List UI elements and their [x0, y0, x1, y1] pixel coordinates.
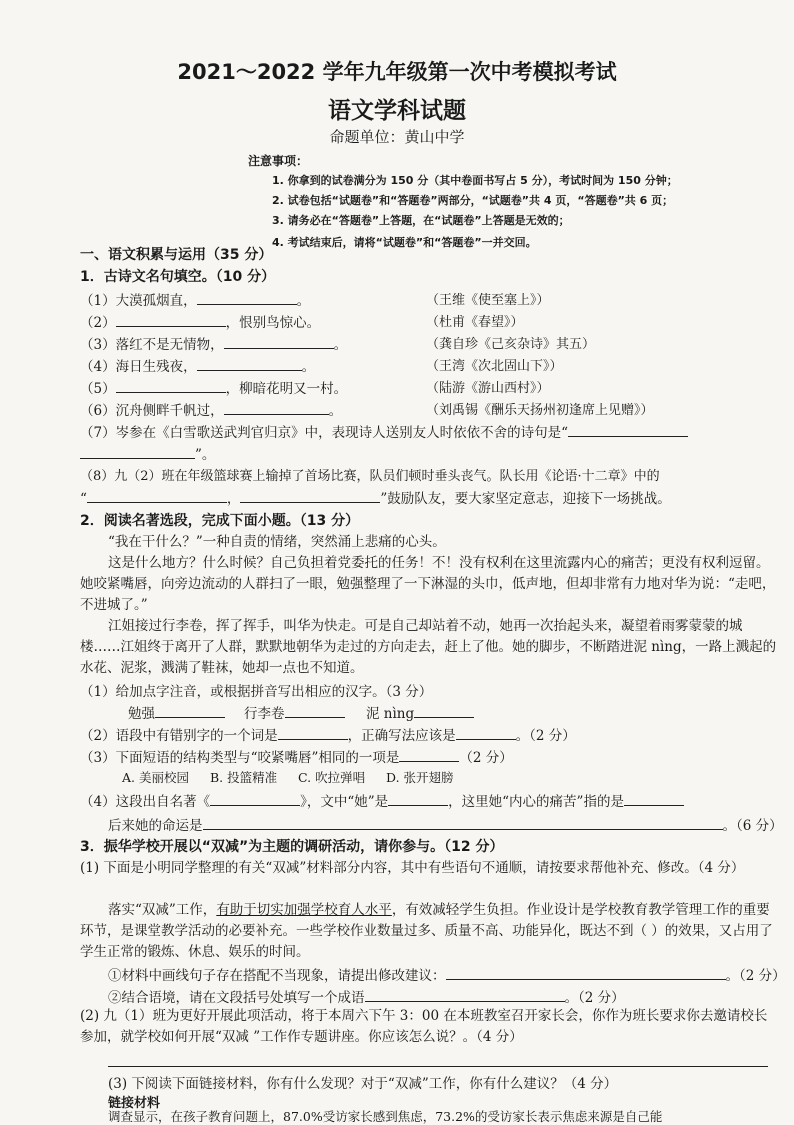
poem-source: （陆游《游山西村》）: [426, 381, 550, 396]
option-c[interactable]: C. 吹拉弹唱: [298, 770, 366, 785]
answer-blank[interactable]: [278, 725, 348, 740]
q3-material: 落实“双减”工作，有助于切实加强学校育人水平，有效减轻学生负担。作业设计是学校教育教学管理工作的重要环节，是课堂教学活动的必要补充。一些学校作业数量过多、质量不高、功能异化，既达不到（ ）的效果，又占用了学生正常的锻炼、休息、娱乐的时间。: [80, 902, 773, 960]
answer-blank[interactable]: [446, 965, 726, 980]
poem-source: （龚自珍《己亥杂诗》其五）: [426, 337, 596, 352]
notice-item: 2. 试卷包括“试题卷”和“答题卷”两部分，“试题卷”共 4 页，“答题卷”共 6 页；: [272, 194, 674, 207]
pinyin-item: 泥 nìng: [366, 702, 474, 722]
notice-item: 4. 考试结束后，请将“试题卷”和“答题卷”一并交回。: [272, 236, 537, 249]
notice-heading: 注意事项：: [248, 154, 309, 168]
answer-blank[interactable]: [116, 378, 226, 393]
question-1-title: 1．古诗文名句填空。（10 分）: [80, 269, 276, 285]
answer-blank[interactable]: [197, 356, 302, 371]
poem-line-4: （4）海日生残夜， 。: [80, 355, 315, 375]
poem-line-2: （2） ，恨别鸟惊心。: [80, 311, 320, 331]
option-a[interactable]: A. 美丽校园: [122, 770, 189, 785]
poem-line-1: （1）大漠孤烟直， 。: [80, 289, 310, 309]
answer-blank[interactable]: [456, 725, 516, 740]
poem-line-3: （3）落红不是无情物， 。: [80, 333, 347, 353]
q3-task-2: ②结合语境，请在文段括号处填写一个成语 。（2 分）: [108, 986, 625, 1006]
section-title: 一、语文积累与运用（35 分）: [80, 247, 273, 263]
pinyin-item: 行李卷: [244, 702, 345, 722]
question-2-title: 2．阅读名著选段，完成下面小题。（13 分）: [80, 513, 360, 529]
answer-blank[interactable]: [568, 422, 688, 437]
notice-item: 1. 你拿到的试卷满分为 150 分（其中卷面书写占 5 分），考试时间为 150 分钟；: [272, 174, 678, 187]
q3-task-1: ①材料中画线句子存在搭配不当现象，请提出修改建议： 。（2 分）: [108, 964, 786, 984]
answer-blank[interactable]: [210, 791, 300, 806]
option-d[interactable]: D. 张开翅膀: [386, 770, 454, 785]
option-b[interactable]: B. 投篮精准: [210, 770, 278, 785]
answer-blank[interactable]: [116, 312, 226, 327]
pinyin-item: 勉强: [128, 702, 225, 722]
passage-paragraph: 江姐接过行李卷，挥了挥手，叫华为快走。可是自己却站着不动，她再一次抬起头来，凝望着雨雾蒙蒙的城楼……江姐终于离开了人群，默默地朝华为走过的方向走去，赶上了他。她的脚步，不断踏进泥 nìng，一路上溅起的水花、泥浆，溅满了鞋袜，她却一点也不知道。: [80, 618, 777, 676]
link-material-text: 调查显示，在孩子教育问题上，87.0%受访家长感到焦虑，73.2%的受访家长表示焦虑来源是自己能: [108, 1109, 663, 1124]
answer-blank[interactable]: [197, 290, 297, 305]
q3-sub2: (2) 九（1）班为更好开展此项活动，将于本周六下午 3：00 在本班教室召开家长会，你作为班长要求你去邀请校长参加，就学校如何开展“双减 ”工作作专题讲座。你应该怎么说？。（4 分）: [80, 1008, 768, 1045]
poem-source: （刘禹锡《酬乐天扬州初逢席上见赠》）: [426, 403, 654, 418]
exam-title: 2021～2022 学年九年级第一次中考模拟考试: [177, 60, 617, 84]
answer-blank[interactable]: [399, 747, 459, 762]
poem-source: （王维《使至塞上》）: [426, 293, 550, 308]
passage-paragraph: 这是什么地方？什么时候？自己负担着党委托的任务！不！没有权利在这里流露内心的痛苦；更没有权利逗留。她咬紧嘴唇，向旁边流动的人群扫了一眼，勉强整理了一下淋湿的头巾，低声地，但却非常有力地对华为说：“走吧，不进城了。”: [80, 555, 776, 613]
q2-sub1: （1）给加点字注音，或根据拼音写出相应的汉字。（3 分）: [80, 684, 433, 700]
poem-line-7: （7）岑参在《白雪歌送武判官归京》中，表现诗人送别友人时依依不舍的诗句是“: [80, 421, 688, 441]
notice-item: 3. 请务必在“答题卷”上答题，在“试题卷”上答题是无效的；: [272, 214, 570, 227]
underlined-sentence: 有助于切实加强学校育人水平: [216, 902, 392, 918]
poem-source: （杜甫《春望》）: [426, 315, 524, 330]
question-3-title: 3．振华学校开展以“双减”为主题的调研活动，请你参与。（12 分）: [80, 839, 504, 855]
link-material-title: 链接材料: [108, 1096, 161, 1111]
q2-sub2: （2）语段中有错别字的一个词是 ，正确写法应该是 。（2 分）: [80, 724, 576, 744]
poem-line-8-cont: “ ， ”鼓励队友，要大家坚定意志，迎接下一场挑战。: [80, 487, 671, 507]
answer-blank[interactable]: [203, 815, 723, 830]
answer-blank[interactable]: [414, 703, 474, 718]
answer-blank[interactable]: [224, 334, 334, 349]
answer-blank[interactable]: [224, 400, 329, 415]
poem-line-5: （5） ，柳暗花明又一村。: [80, 377, 347, 397]
subject-title: 语文学科试题: [328, 98, 466, 124]
q2-sub3: （3）下面短语的结构类型与“咬紧嘴唇”相同的一项是 （2 分）: [80, 746, 513, 766]
answer-blank[interactable]: [80, 444, 195, 459]
q2-sub4: （4）这段出自名著《 》，文中“她”是 ，这里她“内心的痛苦”指的是: [80, 790, 684, 810]
poem-source: （王湾《次北固山下》）: [426, 359, 563, 374]
answer-blank[interactable]: [624, 791, 684, 806]
answer-blank[interactable]: [365, 987, 565, 1002]
issuing-organization: 命题单位：黄山中学: [329, 128, 465, 146]
poem-line-6: （6）沉舟侧畔千帆过， 。: [80, 399, 342, 419]
q3-sub3: (3) 下阅读下面链接材料，你有什么发现？对于“双减”工作，你有什么建议？（4 分）: [108, 1076, 618, 1092]
passage-paragraph: “我在干什么？”一种自责的情绪，突然涌上悲痛的心头。: [108, 534, 446, 550]
answer-line[interactable]: [108, 1066, 768, 1067]
answer-blank[interactable]: [155, 703, 225, 718]
answer-blank[interactable]: [87, 488, 227, 503]
poem-line-7-cont: ”。: [80, 443, 215, 463]
q2-sub4-cont: 后来她的命运是 。（6 分）: [108, 814, 783, 834]
q3-sub1: (1) 下面是小明同学整理的有关“双减”材料部分内容，其中有些语句不通顺，请按要求帮他补充、修改。（4 分）: [80, 860, 745, 876]
answer-blank[interactable]: [388, 791, 448, 806]
poem-line-8: （8）九（2）班在年级篮球赛上输掉了首场比赛，队员们顿时垂头丧气。队长用《论语·十二章》中的: [80, 469, 660, 484]
answer-blank[interactable]: [240, 488, 380, 503]
answer-blank[interactable]: [285, 703, 345, 718]
